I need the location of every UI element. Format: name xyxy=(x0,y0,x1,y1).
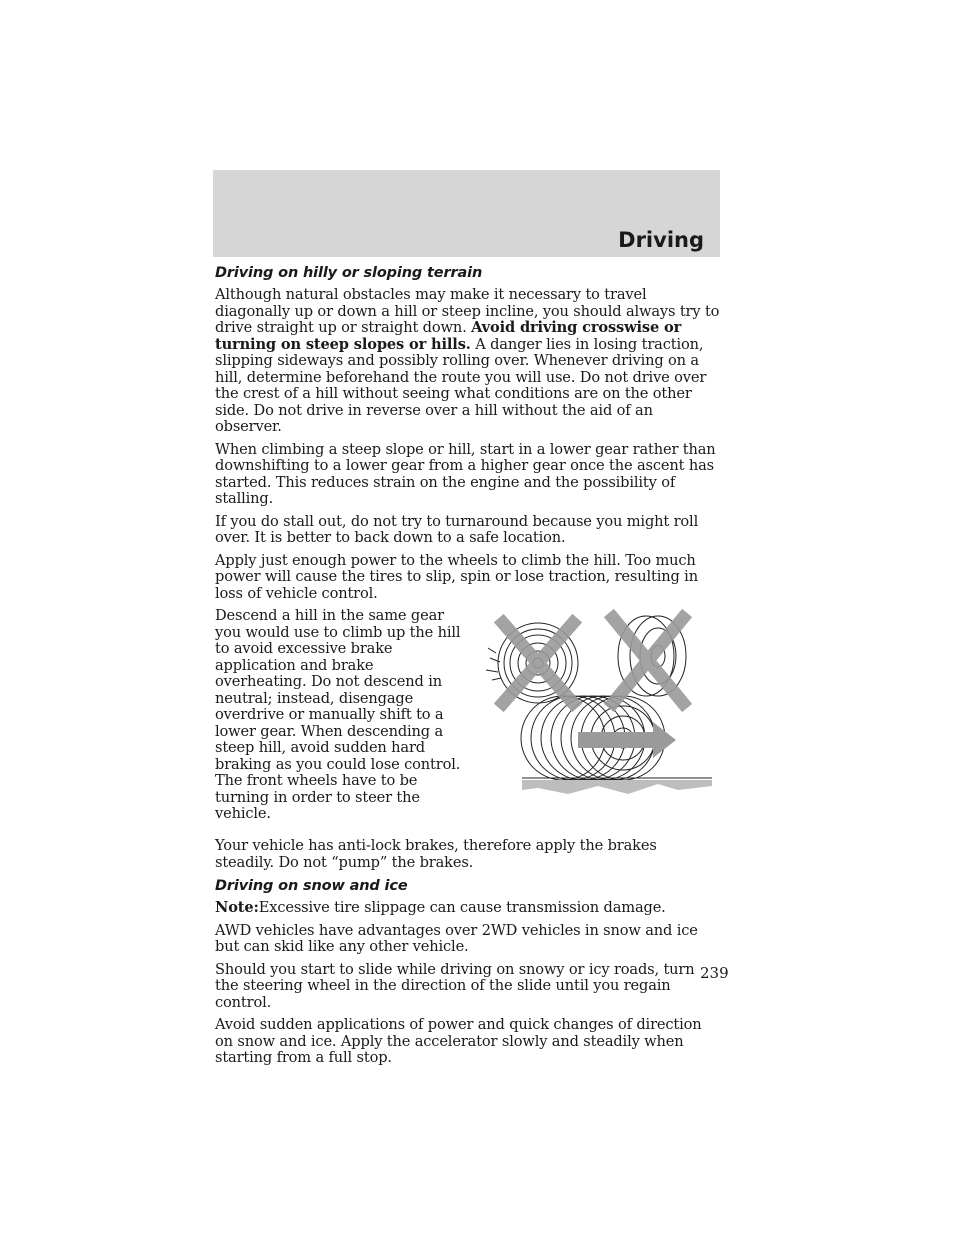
chapter-title: Driving xyxy=(618,228,704,252)
note-paragraph xyxy=(215,900,720,917)
paragraph-hilly-1-end: A danger lies in losing traction, slipping sideways and possibly rolling over. Whenever driving on a hill, determine beforehand the route you will use. Do not drive over the crest of a hill without seeing what conditions are on the other side. Do not drive in reverse over a hill without the aid of an observer. xyxy=(215,335,707,435)
paragraph-snow-1: AWD vehicles have advantages over 2WD vehicles in snow and ice but can skid like any other vehicle. xyxy=(215,921,698,955)
page-content xyxy=(215,264,720,1073)
note-text: Excessive tire slippage can cause transmission damage. xyxy=(258,899,666,916)
section-heading-snow: Driving on snow and ice xyxy=(215,878,408,894)
paragraph-snow-2: Should you start to slide while driving on snowy or icy roads, turn the steering wheel in the direction of the slide until you regain control. xyxy=(215,960,695,1011)
tire-illustration xyxy=(478,608,718,798)
paragraph-hilly-1 xyxy=(215,287,720,436)
chapter-header xyxy=(213,170,720,257)
paragraph-snow-3: Avoid sudden applications of power and quick changes of direction on snow and ice. Apply the accelerator slowly and steadily when starting from a full stop. xyxy=(215,1016,702,1066)
section-heading-hilly: Driving on hilly or sloping terrain xyxy=(215,265,483,281)
paragraph-hilly-3: If you do stall out, do not try to turnaround because you might roll over. It is better to back down to a safe location. xyxy=(215,512,699,546)
paragraph-hilly-6: Your vehicle has anti-lock brakes, therefore apply the brakes steadily. Do not “pump” the brakes. xyxy=(215,837,657,871)
paragraph-hilly-5: Descend a hill in the same gear you would use to climb up the hill to avoid excessive brake application and brake overheating. Do not descend in neutral; instead, disengage overdrive or manually shift to a lower gear. When descending a steep hill, avoid sudden hard braking as you could lose control. The front wheels have to be turning in order to steer the vehicle. xyxy=(215,607,461,822)
warning-text: Avoid driving crosswise or turning on steep slopes or hills. xyxy=(215,319,682,353)
paragraph-hilly-4: Apply just enough power to the wheels to climb the hill. Too much power will cause the tires to slip, spin or lose traction, resulting in loss of vehicle control. xyxy=(215,551,698,602)
descend-block xyxy=(215,608,720,832)
paragraph-hilly-2: When climbing a steep slope or hill, start in a lower gear rather than downshifting to a lower gear from a higher gear once the ascent has started. This reduces strain on the engine and the possibility of stalling. xyxy=(215,440,716,507)
page-number: 239 xyxy=(700,964,729,982)
paragraph-hilly-1-start: Although natural obstacles may make it necessary to travel diagonally up or down a hill or steep incline, you should always try to drive straight up or straight down. xyxy=(215,286,720,336)
note-label: Note: xyxy=(215,899,259,916)
